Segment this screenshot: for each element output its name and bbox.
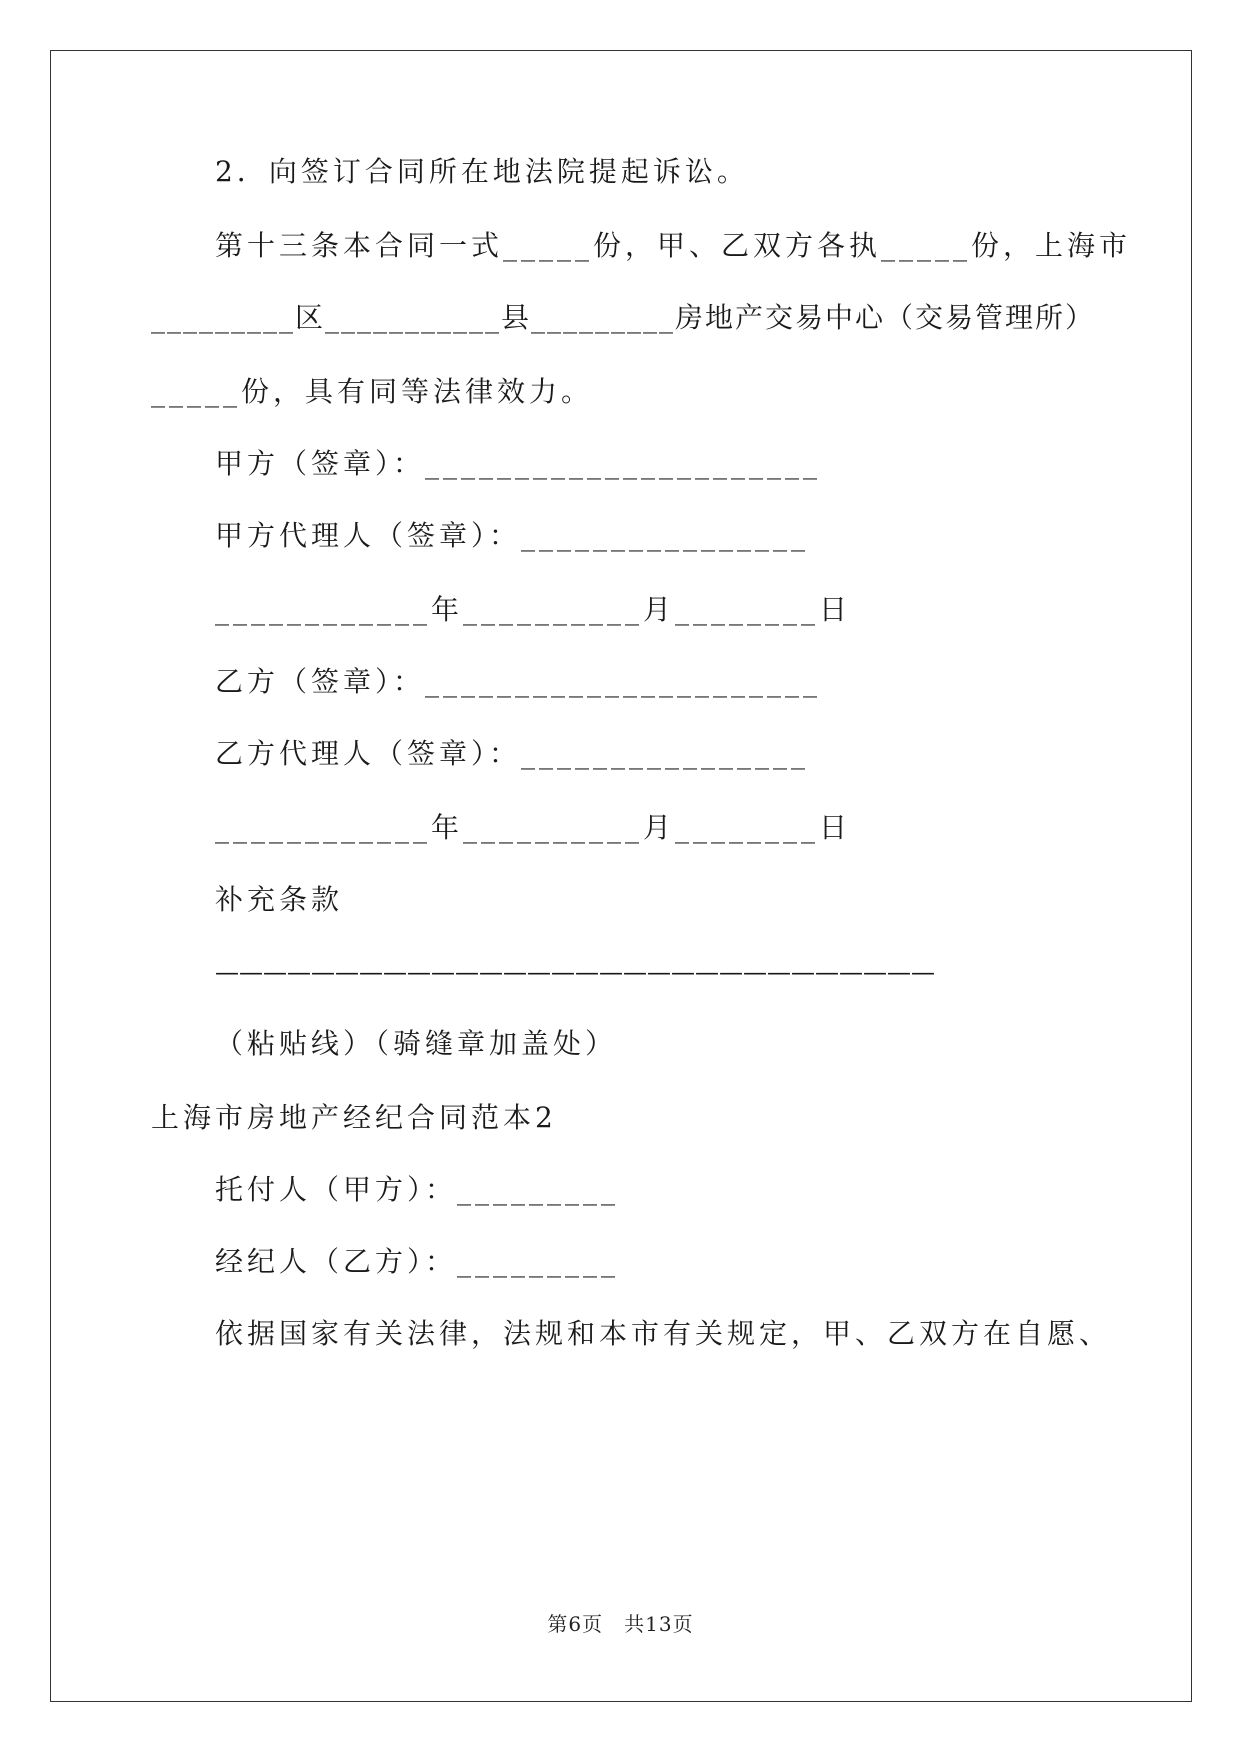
party-a-agent-signature: 甲方代理人（签章）：________________ [215, 519, 810, 552]
party-b-date: ____________年__________月________日 [215, 811, 852, 844]
party-a-date: ____________年__________月________日 [215, 593, 852, 626]
party-b-signature: 乙方（签章）：______________________ [215, 665, 822, 698]
supplementary-terms-rule: —————————————————————————————— [215, 958, 935, 986]
clause-litigation: 2．向签订合同所在地法院提起诉讼。 [215, 155, 749, 188]
article-13-legal-effect: _____份，具有同等法律效力。 [151, 375, 594, 408]
party-b-agent-signature: 乙方代理人（签章）：________________ [215, 737, 810, 770]
client-party-a: 托付人（甲方）：_________ [215, 1173, 620, 1206]
broker-party-b: 经纪人（乙方）：_________ [215, 1245, 620, 1278]
paste-line-note: （粘贴线）（骑缝章加盖处） [215, 1027, 618, 1060]
article-13-district-line: _________区___________县_________房地产交易中心（交易管理所） [151, 301, 1096, 334]
section-title: 上海市房地产经纪合同范本2 [151, 1101, 557, 1134]
page-number-footer: 第6页 共13页 [547, 1612, 694, 1636]
supplementary-terms-heading: 补充条款 [215, 883, 344, 916]
preamble-text: 依据国家有关法律，法规和本市有关规定，甲、乙双方在自愿、 [215, 1317, 1112, 1350]
party-a-signature: 甲方（签章）：______________________ [215, 447, 822, 480]
article-13-copies: 第十三条本合同一式_____份，甲、乙双方各执_____份，上海市 [215, 229, 1132, 262]
